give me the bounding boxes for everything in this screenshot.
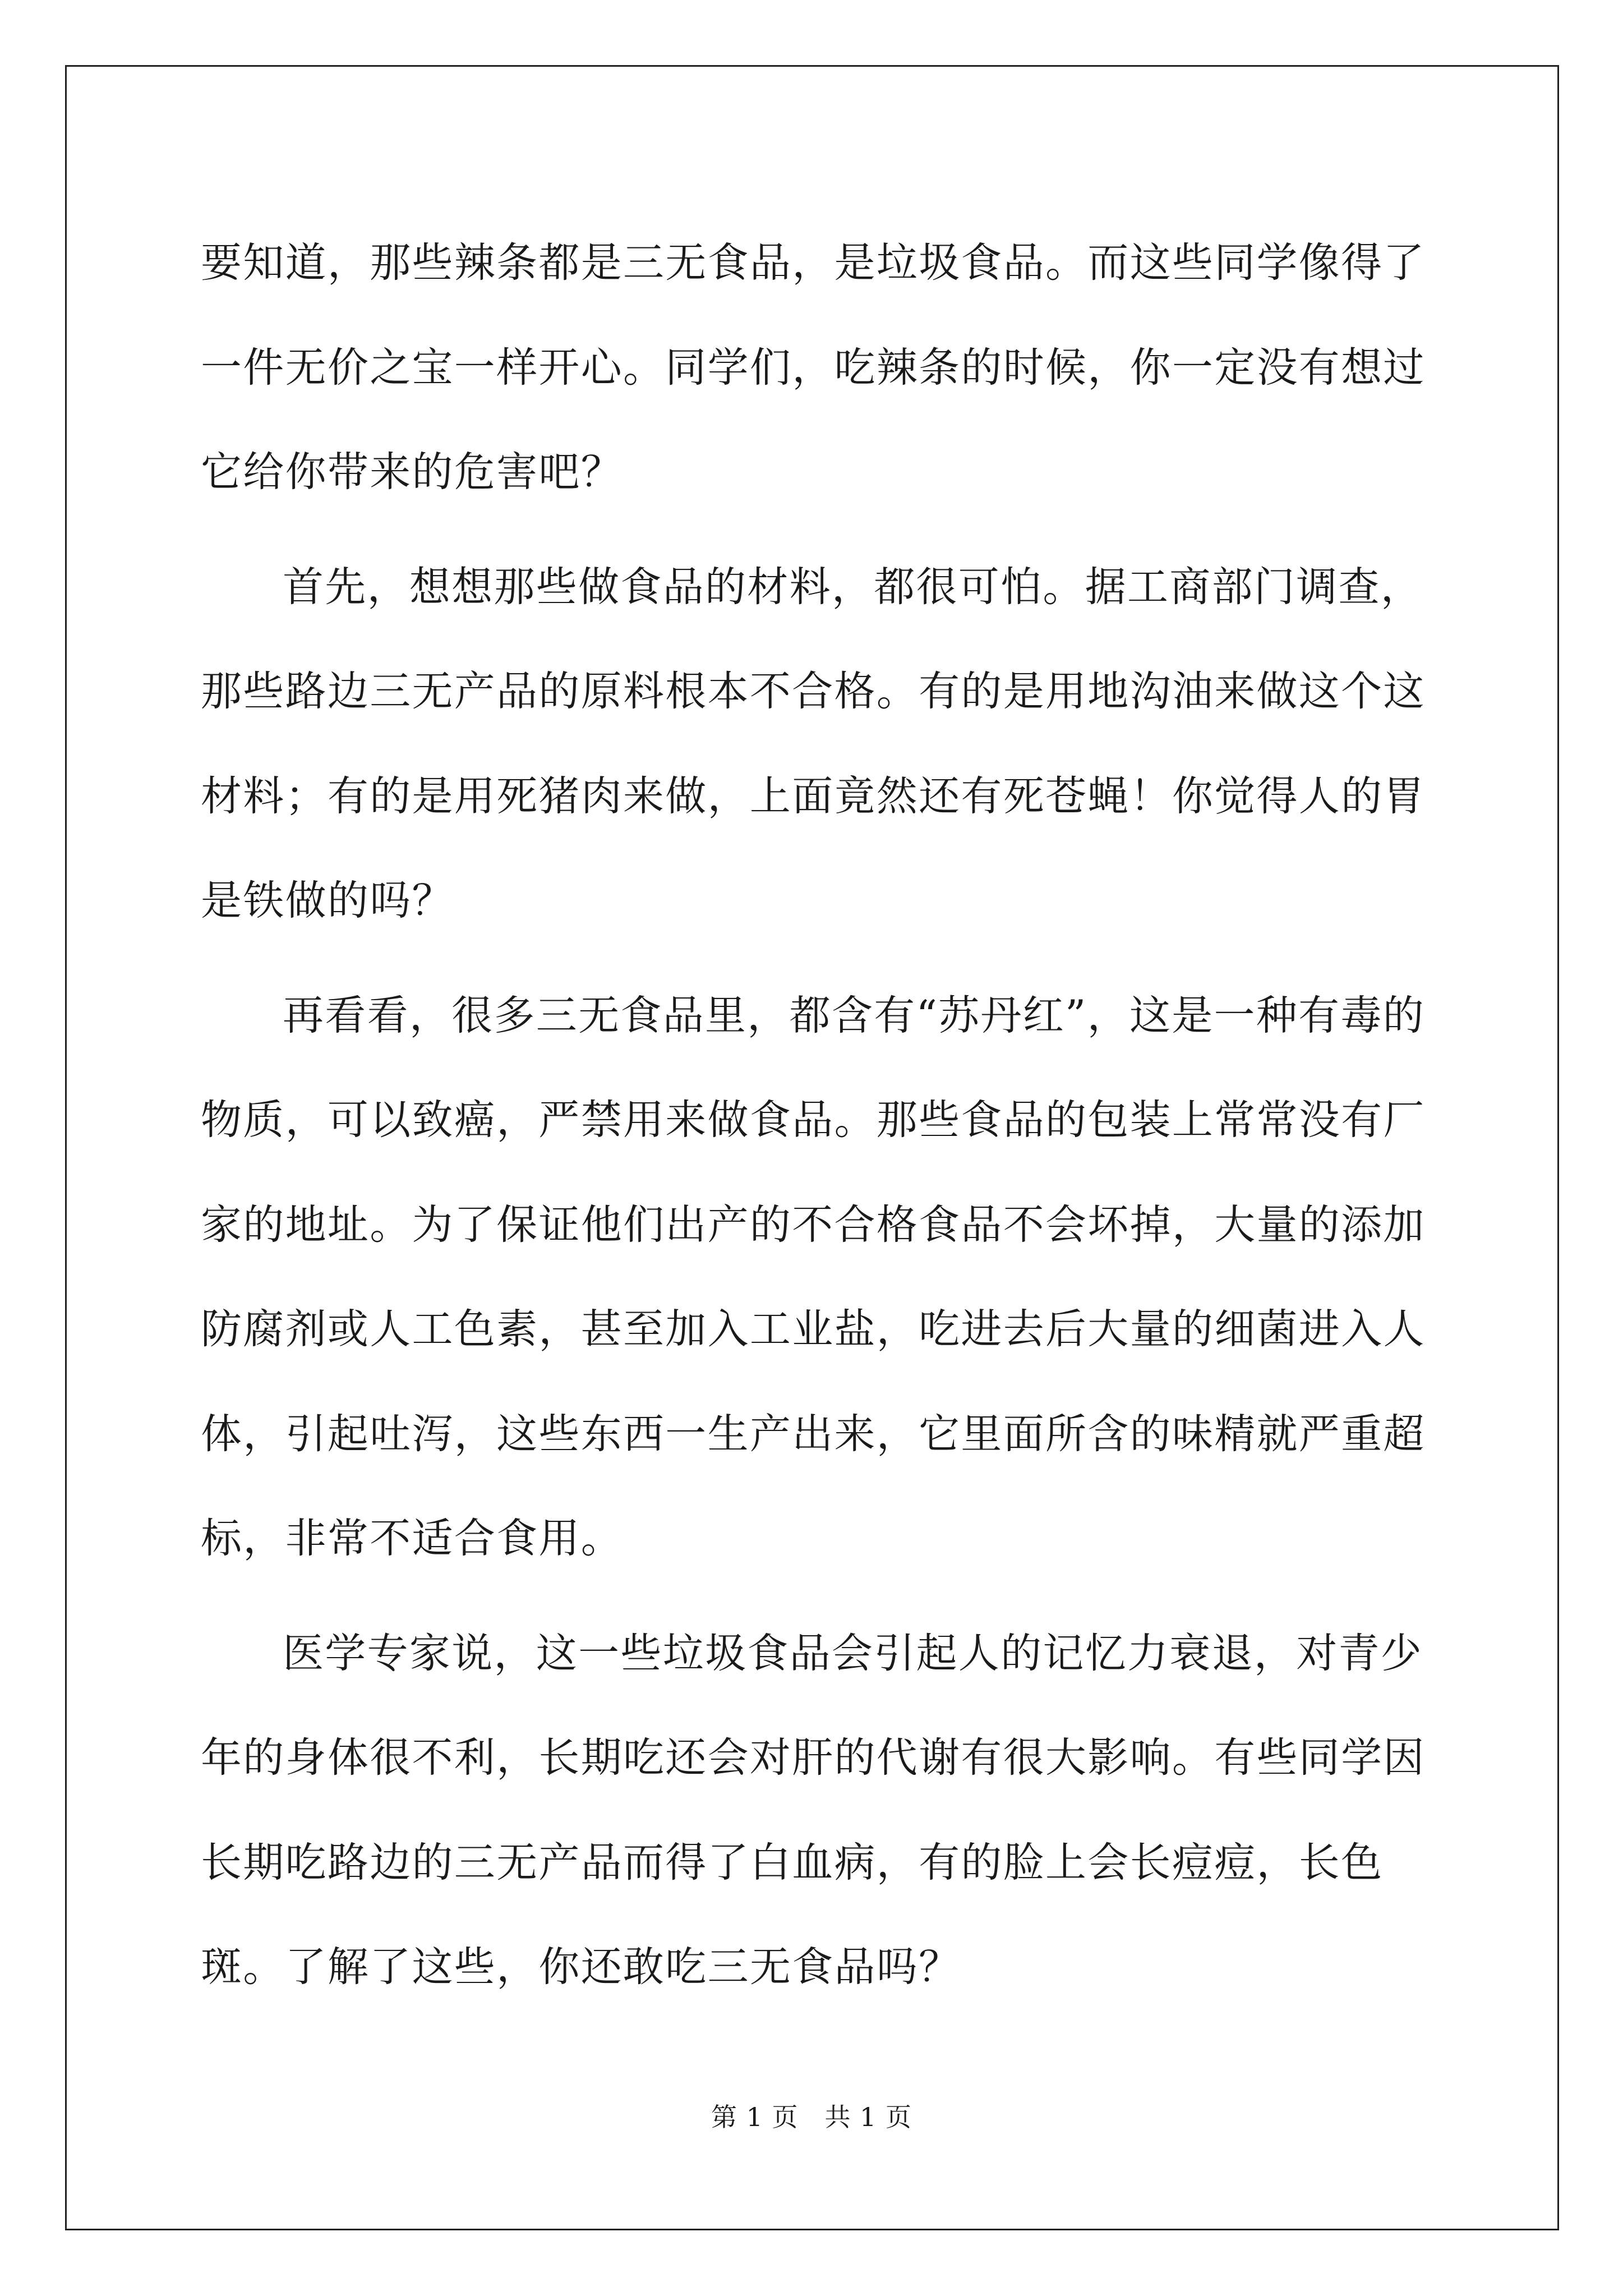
document-body: [201, 211, 1427, 2030]
paragraph-4: 医学专家说，这一些垃圾食品会引起人的记忆力衰退，对青少年的身体很不利，长期吃还会对肝的代谢有很大影响。有些同学因长期吃路边的三无产品而得了白血病，有的脸上会长痘痘，长色斑。了解了这些，你还敢吃三无食品吗？: [201, 1629, 1426, 1991]
paragraph-1: 要知道，那些辣条都是三无食品，是垃圾食品。而这些同学像得了一件无价之宝一样开心。同学们，吃辣条的时候，你一定没有想过它给你带来的危害吧？: [201, 239, 1426, 496]
total-pages: 共 1 页: [824, 2102, 912, 2132]
page-number: 第 1 页: [711, 2102, 799, 2132]
paragraph-2: 首先，想想那些做食品的材料，都很可怕。据工商部门调查，那些路边三无产品的原料根本不合格。有的是用地沟油来做这个这材料；有的是用死猪肉来做，上面竟然还有死苍蝇！你觉得人的胃是铁做的吗？: [201, 563, 1426, 924]
paragraph-3: 再看看，很多三无食品里，都含有“苏丹红”，这是一种有毒的物质，可以致癌，严禁用来做食品。那些食品的包装上常常没有厂家的地址。为了保证他们出产的不合格食品不会坏掉，大量的添加防腐剂或人工色素，甚至加入工业盐，吃进去后大量的细菌进入人体，引起吐泻，这些东西一生产出来，它里面所含的味精就严重超标，非常不适合食用。: [201, 991, 1426, 1562]
page-footer: [0, 2097, 1623, 2134]
